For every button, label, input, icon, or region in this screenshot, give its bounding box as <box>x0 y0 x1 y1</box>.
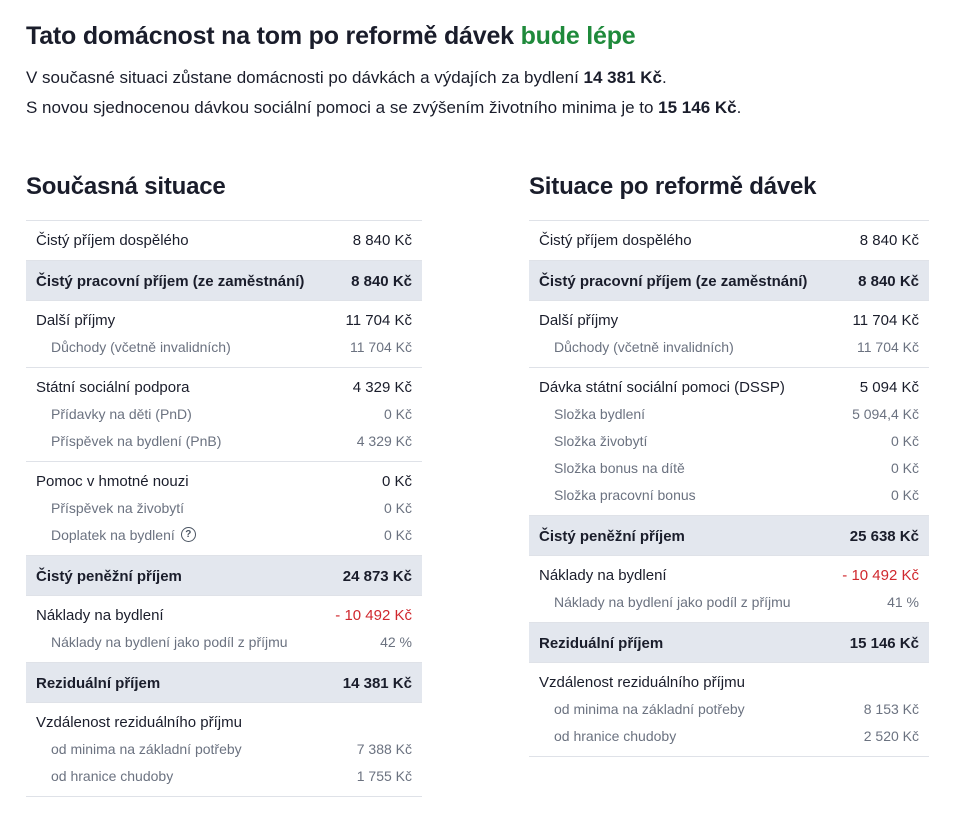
row-label-text: Složka pracovní bonus <box>554 486 696 503</box>
summary-row-group <box>26 556 422 596</box>
table-row <box>26 556 422 596</box>
row-value: 5 094 Kč <box>859 378 919 396</box>
row-label <box>554 594 791 610</box>
row-value: 7 388 Kč <box>356 740 412 757</box>
row-label <box>539 232 692 249</box>
table-row <box>529 374 929 400</box>
row-label <box>36 379 189 396</box>
row-label <box>36 473 189 490</box>
row-group <box>529 368 929 516</box>
table-subrow <box>529 588 929 615</box>
row-group <box>26 703 422 797</box>
summary-reform-text: S novou sjednocenou dávkou sociální pomoci a se zvýšením životního minima je to <box>26 98 659 117</box>
current-situation-title: Současná situace <box>26 173 226 200</box>
row-label-text: Čistý pracovní příjem (ze zaměstnání) <box>539 272 808 290</box>
summary-row-group <box>529 516 929 556</box>
row-group <box>26 368 422 462</box>
table-row <box>26 663 422 703</box>
summary-row-group <box>529 623 929 663</box>
table-subrow <box>529 722 929 749</box>
row-value: 0 Kč <box>383 405 412 422</box>
row-label-text: Dávka státní sociální pomoci (DSSP) <box>539 378 785 396</box>
table-subrow <box>529 454 929 481</box>
current-situation-table <box>26 220 422 797</box>
table-row <box>529 261 929 301</box>
summary-reform <box>26 98 741 118</box>
table-row <box>26 468 422 494</box>
row-label-text: od minima na základní potřeby <box>554 700 745 717</box>
row-label <box>539 379 785 396</box>
table-subrow <box>26 521 422 548</box>
summary-row-group <box>529 261 929 301</box>
row-value: 1 755 Kč <box>356 767 412 784</box>
row-label-text: Reziduální příjem <box>539 634 664 652</box>
table-row <box>26 602 422 628</box>
reform-situation-title: Situace po reformě dávek <box>529 173 817 200</box>
summary-current <box>26 68 667 88</box>
row-label-text: od hranice chudoby <box>554 727 677 744</box>
row-value: 8 840 Kč <box>858 272 919 290</box>
row-label-text: Čistý pracovní příjem (ze zaměstnání) <box>36 272 305 290</box>
row-label-text: Náklady na bydlení <box>539 566 667 584</box>
row-label <box>539 273 807 290</box>
table-subrow <box>26 427 422 454</box>
table-subrow <box>529 400 929 427</box>
row-label-text: Složka bydlení <box>554 405 646 422</box>
row-value: 14 381 Kč <box>342 674 412 692</box>
row-value: - 10 492 Kč <box>842 566 919 584</box>
table-subrow <box>26 333 422 360</box>
row-value: 11 704 Kč <box>856 338 919 355</box>
row-label <box>51 339 231 355</box>
row-value: 11 704 Kč <box>349 338 412 355</box>
row-group <box>529 556 929 623</box>
page-title-text: Tato domácnost na tom po reformě dávek <box>26 22 521 50</box>
row-label <box>51 527 196 543</box>
row-value: 0 Kč <box>383 499 412 516</box>
row-label-text: Složka bonus na dítě <box>554 459 685 476</box>
row-label-text: Příspěvek na bydlení (PnB) <box>51 432 222 449</box>
row-label-text: Přídavky na děti (PnD) <box>51 405 192 422</box>
row-label <box>36 312 115 329</box>
row-label-text: Čistý peněžní příjem <box>36 567 182 585</box>
row-label-text: Státní sociální podpora <box>36 378 190 396</box>
row-group <box>26 301 422 368</box>
row-value: 15 146 Kč <box>849 634 919 652</box>
help-icon[interactable]: ? <box>181 527 196 542</box>
row-label-text: Čistý příjem dospělého <box>539 231 692 249</box>
table-subrow <box>26 400 422 427</box>
row-value: 8 840 Kč <box>352 231 412 249</box>
row-label <box>36 232 189 249</box>
row-group <box>529 301 929 368</box>
row-value: 8 840 Kč <box>351 272 412 290</box>
row-value: 24 873 Kč <box>342 567 412 585</box>
table-row <box>529 307 929 333</box>
reform-situation-panel <box>529 172 929 757</box>
row-label-text: od hranice chudoby <box>51 767 174 784</box>
table-row <box>26 374 422 400</box>
row-value: 2 520 Kč <box>863 727 919 744</box>
row-label <box>51 768 173 784</box>
row-group <box>26 462 422 556</box>
row-value: 41 % <box>887 593 919 610</box>
row-label <box>51 433 221 449</box>
table-subrow <box>26 628 422 655</box>
row-label <box>554 487 696 503</box>
row-label-text: Důchody (včetně invalidních) <box>51 338 231 355</box>
row-label <box>554 728 676 744</box>
table-row <box>529 562 929 588</box>
row-label <box>539 528 685 545</box>
row-label-text: Náklady na bydlení jako podíl z příjmu <box>554 593 791 610</box>
row-label <box>554 339 734 355</box>
table-row <box>26 261 422 301</box>
row-group <box>529 221 929 261</box>
row-label <box>539 635 663 652</box>
row-label <box>36 607 164 624</box>
page-title <box>26 22 636 51</box>
row-value: 5 094,4 Kč <box>852 405 919 422</box>
row-label-text: Čistý peněžní příjem <box>539 527 685 545</box>
row-label <box>51 741 242 757</box>
verdict-highlight: bude lépe <box>520 22 636 50</box>
row-value: 0 Kč <box>890 432 919 449</box>
row-label <box>36 714 242 731</box>
row-value: 8 840 Kč <box>859 231 919 249</box>
row-value: 8 153 Kč <box>863 700 919 717</box>
table-row <box>529 669 929 695</box>
table-subrow <box>26 735 422 762</box>
row-value: 0 Kč <box>890 486 919 503</box>
row-label-text: Náklady na bydlení jako podíl z příjmu <box>51 633 288 650</box>
row-label-text: Vzdálenost reziduálního příjmu <box>539 673 745 691</box>
row-label-text: Reziduální příjem <box>36 674 161 692</box>
summary-current-value: 14 381 Kč <box>583 68 662 87</box>
row-label <box>539 567 667 584</box>
summary-row-group <box>26 261 422 301</box>
row-label <box>51 500 184 516</box>
row-label <box>554 406 645 422</box>
row-label-text: Čistý příjem dospělého <box>36 231 189 249</box>
row-label-text: Důchody (včetně invalidních) <box>554 338 734 355</box>
row-value: 11 704 Kč <box>852 311 919 329</box>
row-group <box>26 596 422 663</box>
reform-situation-table <box>529 220 929 757</box>
current-situation-panel <box>26 172 422 797</box>
row-value: - 10 492 Kč <box>335 606 412 624</box>
row-label-text: Další příjmy <box>36 311 116 329</box>
row-label-text: Doplatek na bydlení <box>51 526 175 543</box>
row-label <box>51 406 192 422</box>
row-label <box>554 701 745 717</box>
row-value: 0 Kč <box>383 526 412 543</box>
table-subrow <box>26 762 422 789</box>
row-group <box>529 663 929 757</box>
table-row <box>26 709 422 735</box>
row-label-text: Náklady na bydlení <box>36 606 164 624</box>
row-group <box>26 221 422 261</box>
table-subrow <box>529 695 929 722</box>
row-label <box>539 312 618 329</box>
summary-reform-end: . <box>736 98 742 117</box>
summary-current-text: V současné situaci zůstane domácnosti po dávkách a výdajích za bydlení <box>26 68 584 87</box>
table-subrow <box>529 333 929 360</box>
summary-reform-value: 15 146 Kč <box>658 98 737 117</box>
table-row <box>529 516 929 556</box>
row-label <box>554 460 685 476</box>
row-label <box>51 634 288 650</box>
row-label-text: od minima na základní potřeby <box>51 740 242 757</box>
row-label-text: Příspěvek na živobytí <box>51 499 185 516</box>
row-label-text: Složka živobytí <box>554 432 648 449</box>
row-label-text: Vzdálenost reziduálního příjmu <box>36 713 242 731</box>
row-label-text: Pomoc v hmotné nouzi <box>36 472 189 490</box>
table-subrow <box>26 494 422 521</box>
row-label <box>539 674 745 691</box>
row-label <box>554 433 647 449</box>
row-value: 4 329 Kč <box>356 432 412 449</box>
row-label <box>36 273 304 290</box>
row-label <box>36 675 160 692</box>
table-row <box>529 623 929 663</box>
row-value: 11 704 Kč <box>345 311 412 329</box>
summary-row-group <box>26 663 422 703</box>
row-value: 0 Kč <box>890 459 919 476</box>
table-subrow <box>529 481 929 508</box>
table-row <box>26 307 422 333</box>
row-value: 4 329 Kč <box>352 378 412 396</box>
row-label-text: Další příjmy <box>539 311 619 329</box>
table-row <box>26 227 422 253</box>
table-subrow <box>529 427 929 454</box>
row-value: 42 % <box>380 633 412 650</box>
row-label <box>36 568 182 585</box>
row-value: 0 Kč <box>381 472 412 490</box>
summary-current-end: . <box>662 68 667 87</box>
table-row <box>529 227 929 253</box>
row-value: 25 638 Kč <box>849 527 919 545</box>
